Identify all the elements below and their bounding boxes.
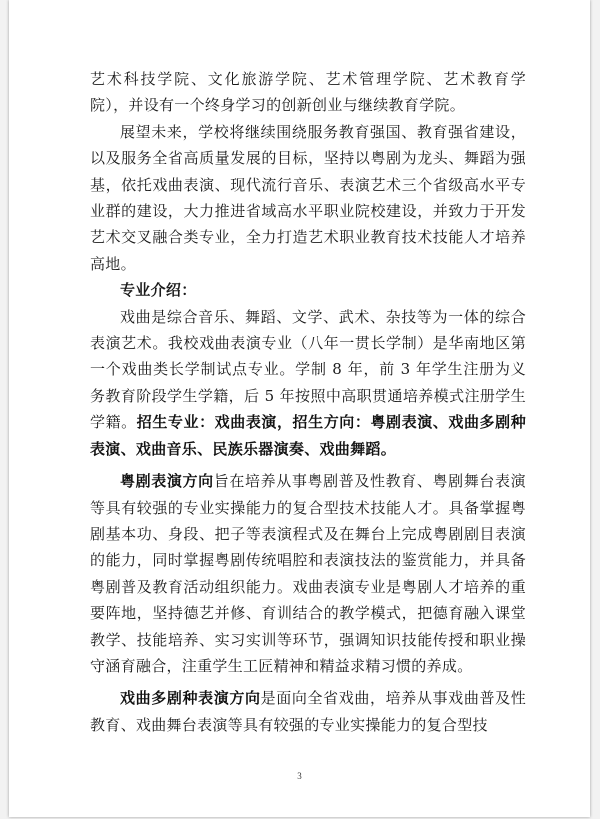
- page-number: 3: [297, 771, 302, 781]
- xiqu-intro-text: 戏曲是综合音乐、舞蹈、文学、武术、杂技等为一体的综合表演艺术。我校戏曲表演专业（八年一贯长学制）是华南地区第一个戏曲类长学制试点专业。学制 8 年，前 3 年学生注册为义务教育阶段学生学籍，后 5 年按照中高职贯通培养模式注册学生学籍。: [90, 307, 526, 432]
- document-body: [90, 66, 526, 738]
- paragraph-college-list: 艺术科技学院、文化旅游学院、艺术管理学院、艺术教育学院），并设有一个终身学习的创新创业与继续教育学院。: [90, 70, 526, 115]
- paragraph-outlook: 展望未来，学校将继续围绕服务教育强国、教育强省建设，以及服务全省高质量发展的目标，坚持以粤剧为龙头、舞蹈为强基，依托戏曲表演、现代流行音乐、表演艺术三个省级高水平专业群的建设，大力推进省域高水平职业院校建设，并致力于开发艺术交叉融合类专业，全力打造艺术职业教育技术技能人才培养高地。: [90, 122, 526, 273]
- multi-genre-direction-text: 是面向全省戏曲，培养从事戏曲普及性教育、戏曲舞台表演等具有较强的专业实操能力的复合型技: [90, 689, 526, 734]
- paragraph-multi-genre: [90, 685, 526, 738]
- section-heading-major-intro: 专业介绍：: [120, 281, 197, 300]
- multi-genre-direction-title: 戏曲多剧种表演方向: [120, 689, 261, 708]
- paragraph-cantonese-opera: [90, 468, 526, 679]
- document-page: [9, 0, 590, 817]
- cantonese-opera-direction-title: 粤剧表演方向: [120, 472, 214, 491]
- cantonese-opera-direction-text: 旨在培养从事粤剧普及性教育、粤剧舞台表演等具有较强的专业实操能力的复合型技术技能人才。具备掌握粤剧基本功、身段、把子等表演程式及在舞台上完成粤剧剧目表演的能力，同时掌握粤剧传统唱腔和表演技法的鉴赏能力，并具备粤剧普及教育活动组织能力。戏曲表演专业是粤剧人才培养的重要阵地，坚持德艺并修、育训结合的教学模式，把德育融入课堂教学、技能培养、实习实训等环节，强调知识技能传授和职业操守涵育融合，注重学生工匠精神和精益求精习惯的养成。: [90, 472, 526, 675]
- enrollment-info: 招生专业：戏曲表演，招生方向：粤剧表演、戏曲多剧种表演、戏曲音乐、民族乐器演奏、戏曲舞蹈。: [90, 413, 526, 458]
- paragraph-xiqu-intro: [90, 304, 526, 462]
